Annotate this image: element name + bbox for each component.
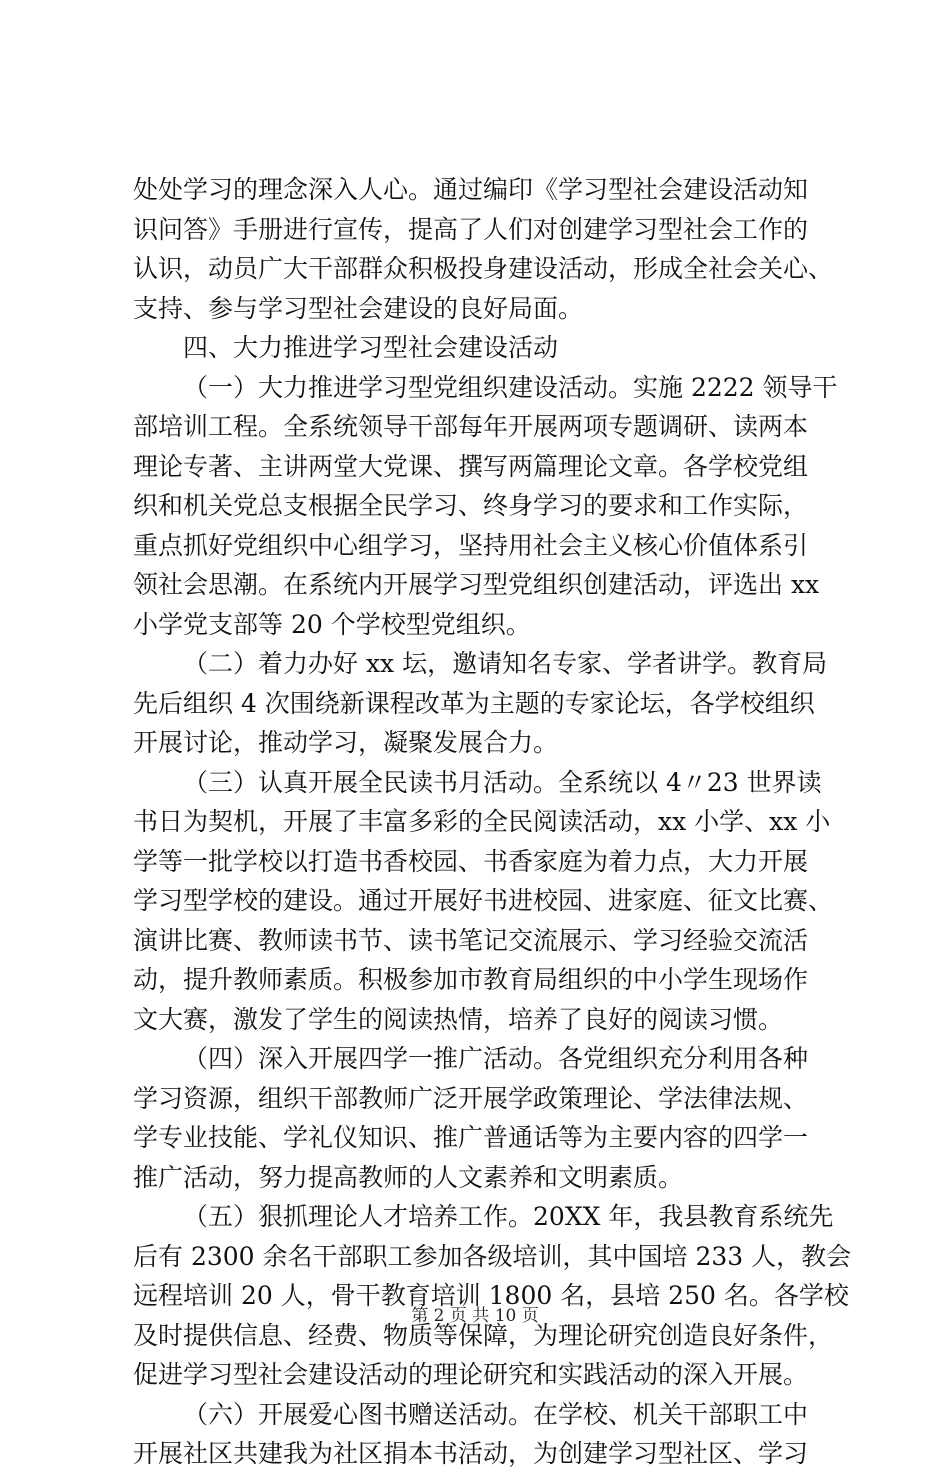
text-line: 学等一批学校以打造书香校园、书香家庭为着力点，大力开展 [133,846,809,876]
text-line: 重点抓好党组织中心组学习，坚持用社会主义核心价值体系引 [133,530,809,560]
text-line: 识问答》手册进行宣传，提高了人们对创建学习型社会工作的 [133,214,809,244]
text-line: 推广活动，努力提高教师的人文素养和文明素质。 [133,1162,684,1192]
text-line: 支持、参与学习型社会建设的良好局面。 [133,293,584,323]
text-line: 先后组织 4 次围绕新课程改革为主题的专家论坛，各学校组织 [133,688,815,718]
text-line: 开展讨论，推动学习，凝聚发展合力。 [133,728,559,757]
text-line: 部培训工程。全系统领导干部每年开展两项专题调研、读两本 [133,412,809,441]
text-line: 远程培训 20 人，骨干教育培训 1800 名，县培 250 名。各学校 [133,1281,849,1310]
text-line: 处处学习的理念深入人心。通过编印《学习型社会建设活动知 [133,175,809,204]
text-line: 织和机关党总支根据全民学习、终身学习的要求和工作实际， [133,491,809,520]
text-line: （三）认真开展全民读书月活动。全系统以 4〃23 世界读 [183,767,822,797]
page-footer: 第 2 页 共 10 页 [411,1306,539,1326]
text-line: （六）开展爱心图书赠送活动。在学校、机关干部职工中 [183,1399,809,1429]
text-line: 文大赛，激发了学生的阅读热情，培养了良好的阅读习惯。 [133,1004,784,1034]
text-line: 学专业技能、学礼仪知识、推广普通话等为主要内容的四学一 [133,1123,809,1152]
text-line: 后有 2300 余名干部职工参加各级培训，其中国培 233 人，教会 [133,1241,852,1271]
text-line: 动，提升教师素质。积极参加市教育局组织的中小学生现场作 [133,965,809,994]
text-line: （一）大力推进学习型党组织建设活动。实施 2222 领导干 [183,372,838,402]
text-line: 领社会思潮。在系统内开展学习型党组织创建活动，评选出 xx [133,570,820,599]
text-line: 小学党支部等 20 个学校型党组织。 [133,609,531,639]
text-line: 及时提供信息、经费、物质等保障，为理论研究创造良好条件， [133,1320,834,1350]
text-line: 书日为契机，开展了丰富多彩的全民阅读活动，xx 小学、xx 小 [133,807,831,836]
body-text [133,170,853,1474]
text-line: 促进学习型社会建设活动的理论研究和实践活动的深入开展。 [133,1360,809,1389]
text-line: （五）狠抓理论人才培养工作。20XX 年，我县教育系统先 [183,1202,834,1231]
text-line: （二）着力办好 xx 坛，邀请知名专家、学者讲学。教育局 [183,649,828,678]
text-line: 学习型学校的建设。通过开展好书进校园、进家庭、征文比赛、 [133,886,834,915]
text-line: 开展社区共建我为社区捐本书活动，为创建学习型社区、学习 [133,1439,809,1468]
text-line: 理论专著、主讲两堂大党课、撰写两篇理论文章。各学校党组 [133,451,809,481]
text-line: （四）深入开展四学一推广活动。各党组织充分利用各种 [183,1044,809,1073]
section-heading: 四、大力推进学习型社会建设活动 [183,333,559,362]
text-line: 认识，动员广大干部群众积极投身建设活动，形成全社会关心、 [133,254,834,283]
text-line: 学习资源，组织干部教师广泛开展学政策理论、学法律法规、 [133,1083,809,1113]
text-line: 演讲比赛、教师读书节、读书笔记交流展示、学习经验交流活 [133,925,809,955]
